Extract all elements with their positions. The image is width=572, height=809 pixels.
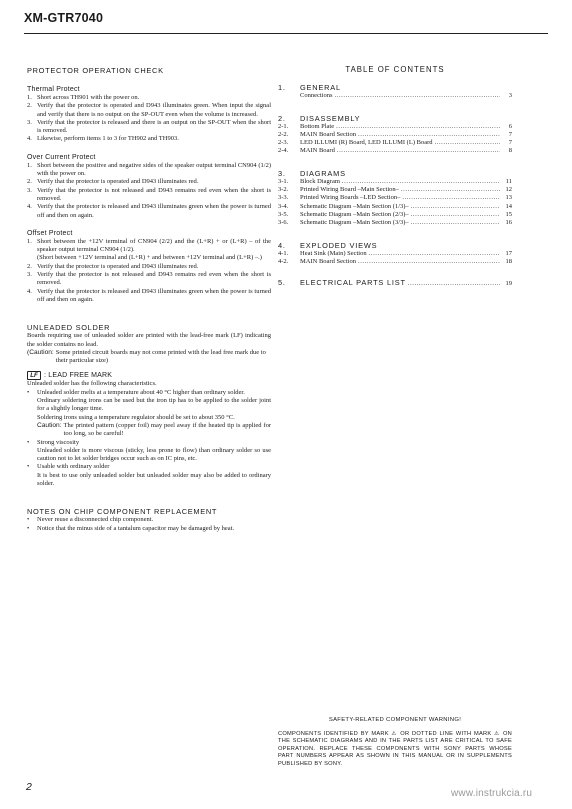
lead-free-point-3: Usable with ordinary solder (37, 463, 110, 471)
toc-dot-leader (411, 211, 500, 219)
toc-page-number: 15 (505, 210, 512, 218)
item-number: 1. (27, 161, 32, 169)
toc-entry-label: Connections (300, 92, 333, 100)
toc-section-heading[interactable] (278, 241, 512, 250)
toc-entry[interactable] (278, 211, 512, 219)
toc-page-number: 8 (508, 147, 512, 155)
lead-free-caution-label: Caution: (37, 421, 62, 429)
toc-entry-label: Block Diagram (300, 177, 340, 185)
toc-entry-number: 4-2. (278, 257, 289, 265)
lead-free-title: : LEAD FREE MARK (44, 372, 113, 380)
over-current-list (27, 162, 271, 220)
toc-entry-label: Printed Wiring Boards –LED Section– (300, 194, 401, 202)
item-number: 4. (27, 203, 32, 211)
toc-section-heading[interactable] (278, 83, 512, 92)
toc-dot-leader (402, 194, 500, 202)
toc-page-number: 18 (505, 257, 512, 265)
item-number: 1. (27, 94, 32, 101)
list-item (27, 288, 271, 305)
lead-free-intro: Unleaded solder has the following characteristics. (27, 380, 157, 388)
lead-free-point-1-temp: Soldering irons using a temperature regulator should be set to about 350 °C. (37, 413, 235, 421)
toc-section-title: DISASSEMBLY (300, 113, 361, 123)
thermal-protect-heading: Thermal Protect (27, 86, 80, 93)
item-text: Likewise, perform items 1 to 3 for TH902 and TH903. (37, 135, 179, 143)
list-item (27, 135, 271, 143)
model-number: XM-GTR7040 (24, 11, 104, 25)
unleaded-caution-text: Some printed circuit boards may not come printed with the lead free mark due to their particular size) (55, 348, 266, 365)
toc-entry-number: 4-1. (278, 249, 289, 257)
toc-page-number: 7 (508, 139, 512, 147)
toc-entry-label: MAIN Board (300, 147, 335, 155)
toc-dot-leader (411, 203, 500, 211)
toc-dot-leader (342, 178, 500, 186)
toc-section-5[interactable] (278, 279, 512, 288)
toc-entry-number: 3-6. (278, 219, 289, 227)
item-text: Short between the positive and negative sides of the speaker output terminal CN904 (1/2) with the power on. (37, 161, 271, 178)
toc-section-number: 1. (278, 83, 286, 93)
bullet-icon: • (27, 438, 30, 446)
toc-section-number: 5. (278, 278, 286, 288)
list-item (27, 439, 271, 447)
item-text: Verify that the protector is operated and D943 illuminates red. (37, 262, 199, 270)
list-item (27, 516, 271, 524)
list-item (27, 238, 271, 255)
item-text: Verify that the protector is not released and D943 remains red even when the short is removed. (37, 271, 271, 287)
lead-free-heading (27, 371, 271, 380)
toc-page-number: 6 (508, 122, 512, 130)
list-item (27, 119, 271, 136)
unleaded-heading: UNLEADED SOLDER (27, 323, 111, 333)
chip-list (27, 516, 271, 533)
toc-page-number: 19 (505, 280, 512, 288)
toc-section (278, 114, 512, 156)
toc-entry-number: 3-2. (278, 186, 289, 194)
toc-entry[interactable] (278, 92, 512, 100)
list-item (27, 389, 271, 397)
bullet-icon: • (27, 463, 30, 471)
toc-section (278, 241, 512, 267)
toc-body (278, 83, 512, 266)
toc-dot-leader (335, 92, 501, 100)
toc-entry-number: 3-5. (278, 210, 289, 218)
item-text: Verify that the protector is released and there is an output on the SP-OUT when the short is removed. (37, 118, 271, 135)
toc-section-number: 2. (278, 113, 286, 123)
toc-dot-leader (337, 147, 500, 155)
safety-title: SAFETY-RELATED COMPONENT WARNING! (328, 717, 462, 723)
offset-protect-list (27, 238, 271, 304)
toc-section (278, 169, 512, 228)
list-item (27, 525, 271, 533)
thermal-protect-list (27, 94, 271, 144)
toc-page-number: 17 (505, 249, 512, 257)
toc-section-title: EXPLODED VIEWS (300, 240, 378, 250)
toc-entry-number: 2-4. (278, 147, 289, 155)
toc-entry-number: 3-1. (278, 177, 289, 185)
toc-entry-number: 3-4. (278, 202, 289, 210)
toc-dot-leader (358, 258, 500, 266)
toc-title: TABLE OF CONTENTS (345, 65, 445, 74)
item-text: Verify that the protector is operated and D943 illuminates green. When input the signal and verify that there is no output on the SP-OUT even when the volume is increased. (37, 102, 271, 118)
toc-entry[interactable] (278, 186, 512, 194)
lead-free-caution (27, 422, 271, 439)
toc-entry-label: Schematic Diagram –Main Section (2/3)– (300, 210, 409, 218)
lead-free-list (27, 389, 271, 489)
list-item (27, 203, 271, 220)
protector-heading: PROTECTOR OPERATION CHECK (27, 66, 164, 75)
item-number: 1. (27, 237, 32, 245)
toc-page-number: 12 (505, 186, 512, 194)
list-item (27, 271, 271, 288)
toc-entry[interactable] (278, 131, 512, 139)
toc-entry-number: 2-1. (278, 122, 289, 130)
toc-dot-leader (435, 139, 501, 147)
lead-free-point-1-detail: Ordinary soldering irons can be used but the iron tip has to be applied to the solder joint for a slightly longer time. (37, 397, 271, 413)
toc-page-number: 11 (505, 177, 512, 185)
lead-free-point-2: Strong viscosity (37, 438, 80, 446)
toc-dot-leader (408, 280, 500, 288)
unleaded-body: Boards requiring use of unleaded solder are printed with the lead-free mark (LF) indicating the solder contains no lead. (27, 332, 271, 348)
toc-entry-number: 2-3. (278, 139, 289, 147)
item-number: 2. (27, 262, 32, 270)
toc-entry-label: MAIN Board Section (300, 130, 356, 138)
toc-entry-number: 2-2. (278, 130, 289, 138)
unleaded-caution (27, 349, 271, 366)
toc-entry-label: Schematic Diagram –Main Section (3/3)– (300, 219, 409, 227)
list-item (27, 94, 271, 102)
toc-entry[interactable] (278, 219, 512, 227)
header-rule (24, 33, 548, 34)
toc-entry[interactable] (278, 258, 512, 266)
toc-entry-label: Schematic Diagram –Main Section (1/3)– (300, 202, 409, 210)
item-text: Notice that the minus side of a tantalum capacitor may be damaged by heat. (37, 524, 235, 532)
item-text: (Short between +12V terminal and (L+R) + and between +12V terminal and (L+R) –.) (37, 254, 262, 262)
toc-entry[interactable] (278, 178, 512, 186)
toc-page-number: 7 (508, 130, 512, 138)
safety-body: COMPONENTS IDENTIFIED BY MARK ⚠ OR DOTTED LINE WITH MARK ⚠ ON THE SCHEMATIC DIAGRAMS AND IN THE PARTS LIST ARE CRITICAL TO SAFE OPERATION. REPLACE THESE COMPONENTS WITH SONY PARTS WHOSE PART NUMBERS APPEAR AS SHOWN IN THIS MANUAL OR IN SUPPLEMENTS PUBLISHED BY SONY. (278, 730, 512, 767)
toc-entry-label: Heat Sink (Main) Section (300, 249, 367, 257)
list-item (27, 162, 271, 179)
safety-warning (278, 717, 512, 769)
bullet-icon: • (27, 516, 30, 524)
chip-heading: NOTES ON CHIP COMPONENT REPLACEMENT (27, 507, 218, 517)
item-number: 3. (27, 118, 32, 126)
toc-entry[interactable] (278, 147, 512, 155)
toc-entry[interactable] (278, 139, 512, 147)
list-item (27, 263, 271, 271)
toc-section-heading[interactable] (278, 169, 512, 178)
item-number: 3. (27, 186, 32, 194)
left-column (27, 66, 271, 533)
item-number: 2. (27, 178, 32, 186)
toc-entry-label: Bottom Plate (300, 122, 335, 130)
list-item (27, 187, 271, 204)
list-item (27, 463, 271, 471)
toc-entry[interactable] (278, 203, 512, 211)
item-number: 4. (27, 135, 32, 143)
toc-page-number: 3 (508, 92, 512, 100)
toc-page-number: 13 (505, 194, 512, 202)
table-of-contents (278, 66, 512, 288)
lead-free-caution-text: The printed pattern (copper foil) may peel away if the heated tip is applied for too long, so be careful! (63, 421, 271, 438)
item-text: Short across TH901 with the power on. (37, 94, 140, 101)
item-text: Verify that the protector is not released and D943 remains red even when the short is removed. (37, 186, 271, 202)
item-number: 3. (27, 271, 32, 279)
bullet-icon: • (27, 524, 30, 532)
item-text: Short between the +12V terminal of CN904 (2/2) and the (L+R) + or (L+R) – of the speaker output terminal CN904 (1/2). (37, 237, 271, 254)
toc-section (278, 83, 512, 100)
over-current-heading: Over Current Protect (27, 153, 96, 161)
item-number (27, 254, 37, 262)
bullet-icon: • (27, 388, 30, 396)
toc-entry-label: MAIN Board Section (300, 257, 356, 265)
lead-free-point-3-detail: It is best to use only unleaded solder but unleaded solder may also be added to ordinary solder. (37, 471, 271, 487)
list-item (27, 102, 271, 119)
toc-section-title: GENERAL (300, 83, 341, 93)
toc-section-number: 3. (278, 168, 286, 178)
lead-free-point-2-detail: Unleaded solder is more viscous (sticky, less prone to flow) than ordinary solder so use caution not to let solder bridges occur such as on IC pins, etc. (37, 446, 271, 463)
page-number: 2 (26, 781, 32, 793)
item-text: Never reuse a disconnected chip component. (37, 516, 154, 524)
toc-dot-leader (336, 123, 500, 131)
item-text: Verify that the protector is operated and D943 illuminates red. (37, 178, 199, 186)
lead-free-mark-icon: LF (27, 371, 41, 380)
item-text: Verify that the protector is released and D943 illuminates green when the power is turned off and then on again. (37, 203, 271, 219)
unleaded-caution-label: (Caution: (27, 348, 54, 356)
list-item (27, 178, 271, 186)
toc-dot-leader (411, 219, 500, 227)
toc-entry-number: 3-3. (278, 194, 289, 202)
item-number: 4. (27, 287, 32, 295)
toc-entry[interactable] (278, 123, 512, 131)
toc-section-number: 4. (278, 240, 286, 250)
toc-page-number: 14 (505, 202, 512, 210)
toc-entry-label: LED ILLUMI (R) Board, LED ILLUMI (L) Board (300, 139, 433, 147)
toc-dot-leader (369, 250, 500, 258)
toc-section-heading[interactable] (278, 114, 512, 123)
item-text: Verify that the protector is released and D943 illuminates green when the power is turned off and then on again. (37, 287, 271, 303)
lead-free-point-1: Unleaded solder melts at a temperature about 40 °C higher than ordinary solder. (37, 388, 245, 396)
toc-dot-leader (358, 131, 500, 139)
item-number: 2. (27, 102, 32, 110)
toc-entry-label: Printed Wiring Board –Main Section– (300, 186, 399, 194)
offset-protect-heading: Offset Protect (27, 229, 73, 237)
toc-section-title: DIAGRAMS (300, 168, 346, 178)
watermark: www.instrukcia.ru (451, 788, 533, 799)
toc-dot-leader (401, 186, 500, 194)
toc-page-number: 16 (505, 219, 512, 227)
toc-entry[interactable] (278, 250, 512, 258)
list-item (27, 254, 271, 262)
toc-entry[interactable] (278, 194, 512, 202)
toc-section-title: ELECTRICAL PARTS LIST (300, 278, 406, 288)
